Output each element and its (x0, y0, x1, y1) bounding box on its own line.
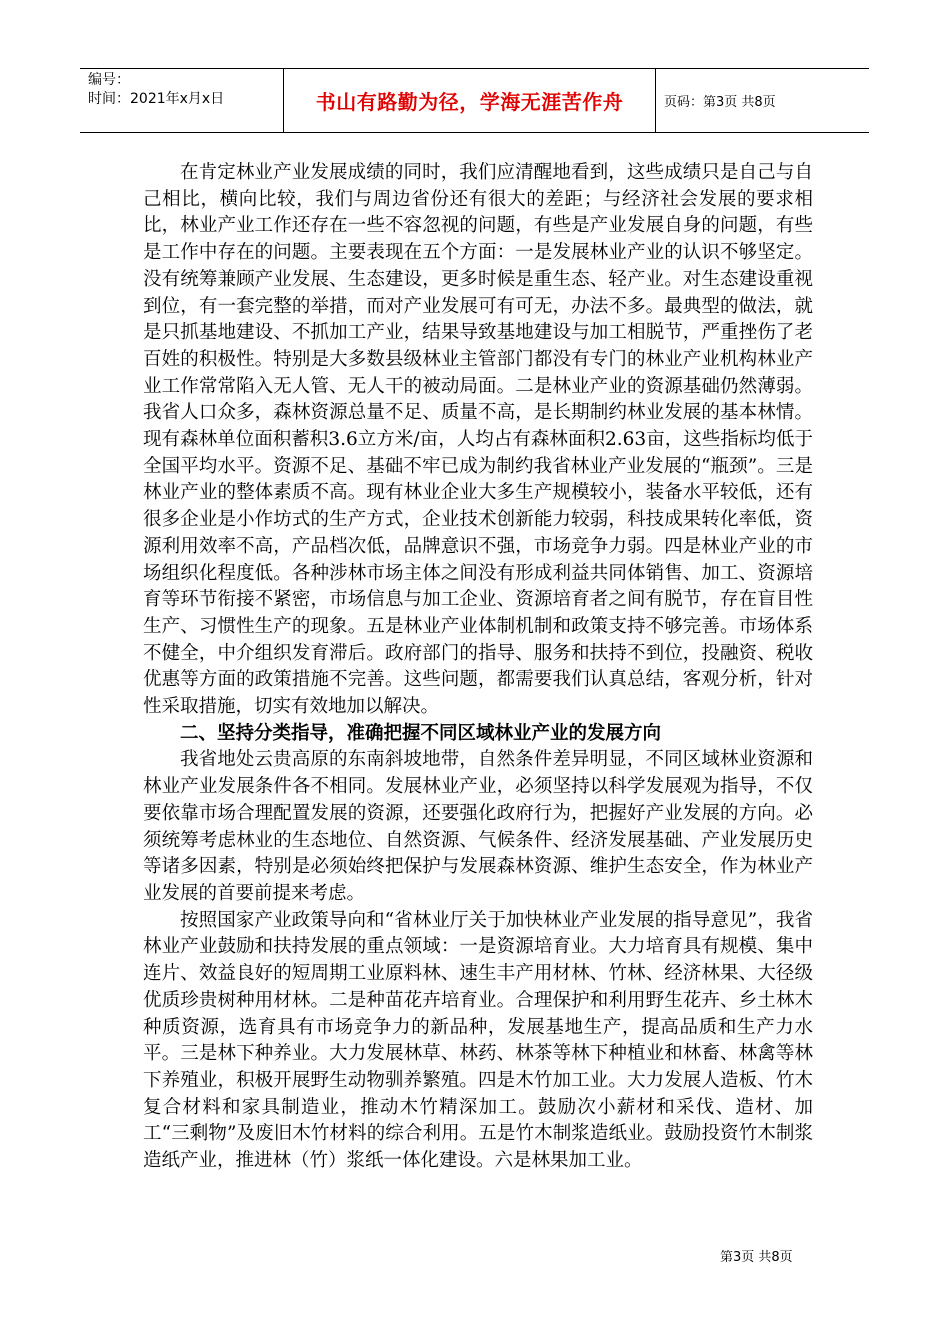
header-slogan-box (283, 69, 656, 132)
page-header (80, 68, 869, 133)
section-heading-2: 二、坚持分类指导，准确把握不同区域林业产业的发展方向 (180, 722, 662, 744)
document-time-label: 时间：2021年x月x日 (88, 91, 225, 107)
body-paragraph-1: 在肯定林业产业发展成绩的同时，我们应清醒地看到，这些成绩只是自己与自己相比，横向比较，我们与周边省份还有很大的差距；与经济社会发展的要求相比，林业产业工作还存在一些不容忽视的问题，有些是产业发展自身的问题，有些是工作中存在的问题。主要表现在五个方面：一是发展林业产业的认识不够坚定。没有统筹兼顾产业发展、生态建设，更多时候是重生态、轻产业。对生态建设重视到位，有一套完整的举措，而对产业发展可有可无，办法不多。最典型的做法，就是只抓基地建设、不抓加工产业，结果导致基地建设与加工相脱节，严重挫伤了老百姓的积极性。特别是大多数县级林业主管部门都没有专门的林业产业机构林业产业工作常常陷入无人管、无人干的被动局面。二是林业产业的资源基础仍然薄弱。我省人口众多，森林资源总量不足、质量不高，是长期制约林业发展的基本林情。现有森林单位面积蓄积3.6立方米/亩，人均占有森林面积2.63亩，这些指标均低于全国平均水平。资源不足、基础不牢已成为制约我省林业产业发展的“瓶颈”。三是林业产业的整体素质不高。现有林业企业大多生产规模较小，装备水平较低，还有很多企业是小作坊式的生产方式，企业技术创新能力较弱，科技成果转化率低，资源利用效率不高，产品档次低，品牌意识不强，市场竞争力弱。四是林业产业的市场组织化程度低。各种涉林市场主体之间没有形成利益共同体销售、加工、资源培育等环节衔接不紧密，市场信息与加工企业、资源培育者之间有脱节，存在盲目性生产、习惯性生产的现象。五是林业产业体制机制和政策支持不够完善。市场体系不健全，中介组织发育滞后。政府部门的指导、服务和扶持不到位，投融资、税收优惠等方面的政策措施不完善。这些问题，都需要我们认真总结，客观分析，针对性采取措施，切实有效地加以解决。 (143, 162, 813, 718)
document-number-label: 编号： (88, 72, 130, 88)
header-meta (88, 71, 280, 130)
document-body (143, 160, 813, 1175)
footer-page-number: 第3页 共8页 (720, 1250, 793, 1265)
body-paragraph-3: 按照国家产业政策导向和“省林业厅关于加快林业产业发展的指导意见”，我省林业产业鼓励和扶持发展的重点领域：一是资源培育业。大力培育具有规模、集中连片、效益良好的短周期工业原料林、速生丰产用材林、竹林、经济林果、大径级优质珍贵树种用材林。二是种苗花卉培育业。合理保护和利用野生花卉、乡土林木种质资源，选育具有市场竞争力的新品种，发展基地生产，提高品质和生产力水平。三是林下种养业。大力发展林草、林药、林茶等林下种植业和林畜、林禽等林下养殖业，积极开展野生动物驯养繁殖。四是木竹加工业。大力发展人造板、竹木复合材料和家具制造业，推动木竹精深加工。鼓励次小薪材和采伐、造材、加工“三剩物”及废旧木竹材料的综合利用。五是竹木制浆造纸业。鼓励投资竹木制浆造纸产业，推进林（竹）浆纸一体化建设。六是林果加工业。 (143, 909, 813, 1172)
header-page-number: 页码：第3页 共8页 (664, 95, 776, 110)
header-slogan: 书山有路勤为径，学海无涯苦作舟 (315, 90, 624, 114)
body-paragraph-2: 我省地处云贵高原的东南斜坡地带，自然条件差异明显，不同区域林业资源和林业产业发展条件各不相同。发展林业产业，必须坚持以科学发展观为指导，不仅要依靠市场合理配置发展的资源，还要强化政府行为，把握好产业发展的方向。必须统筹考虑林业的生态地位、自然资源、气候条件、经济发展基础、产业发展历史等诸多因素，特别是必须始终把保护与发展森林资源、维护生态安全，作为林业产业发展的首要前提来考虑。 (143, 749, 813, 904)
